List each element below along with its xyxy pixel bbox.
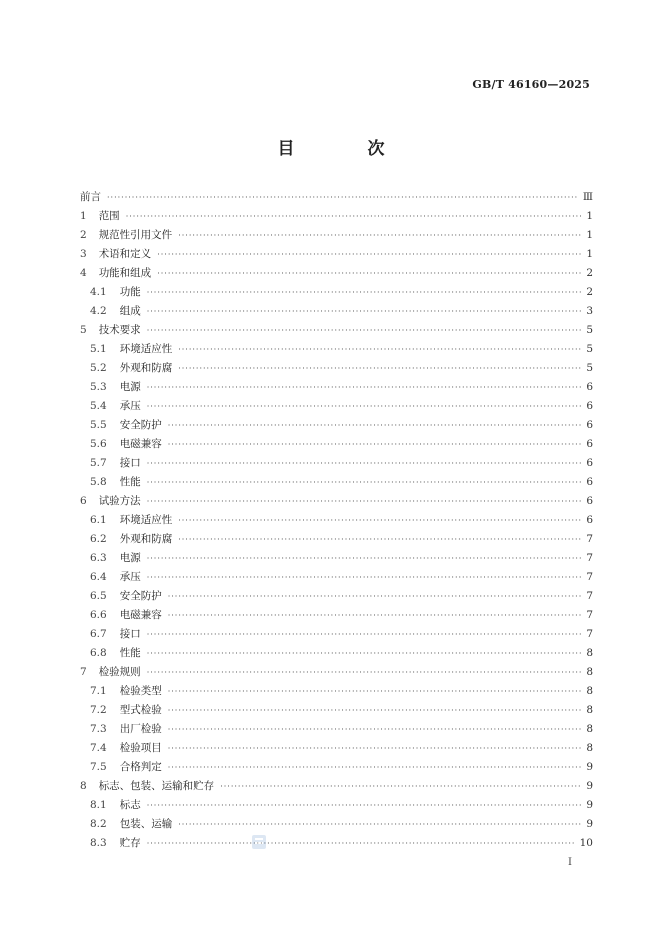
standard-code: GB/T 46160—2025 [472,78,590,91]
toc-entry-page: 7 [586,571,593,583]
toc-dot-leader [147,573,581,582]
toc-entry[interactable] [80,360,593,379]
toc-entry-title: 规范性引用文件 [98,229,173,241]
toc-entry-number: 2 [80,229,87,241]
toc-entry-number: 6.4 [90,571,107,583]
toc-dot-leader [147,326,581,335]
toc-dot-leader [147,668,581,677]
toc-entry[interactable] [80,588,593,607]
toc-dot-leader [157,250,581,259]
toc-entry-number: 5 [80,324,87,336]
toc-entry-title: 组成 [119,305,141,317]
toc-entry[interactable] [80,341,593,360]
toc-entry-title: 承压 [119,571,141,583]
toc-entry-number: 6.2 [90,533,107,545]
toc-entry[interactable] [80,246,593,265]
toc-dot-leader [157,269,581,278]
table-of-contents [80,189,593,854]
toc-entry[interactable] [80,436,593,455]
toc-entry-page: 5 [586,324,593,336]
toc-entry-page: 6 [586,457,593,469]
toc-entry-title: 贮存 [119,837,141,849]
toc-dot-leader [147,307,581,316]
toc-entry[interactable] [80,322,593,341]
toc-entry-title: 电源 [119,381,141,393]
toc-entry-title: 检验类型 [119,685,162,697]
toc-dot-leader [147,459,581,468]
toc-entry[interactable] [80,550,593,569]
toc-entry[interactable] [80,398,593,417]
toc-entry[interactable] [80,303,593,322]
toc-dot-leader [147,554,581,563]
toc-entry-page: 8 [586,704,593,716]
toc-entry-title: 性能 [119,647,141,659]
toc-entry-page: 8 [586,647,593,659]
toc-entry-title: 功能和组成 [98,267,152,279]
toc-entry[interactable] [80,778,593,797]
toc-entry-title: 检验规则 [98,666,141,678]
toc-dot-leader [178,345,581,354]
toc-entry-number: 7.3 [90,723,107,735]
toc-entry-page: 8 [586,723,593,735]
toc-entry-title: 范围 [98,210,120,222]
toc-entry-page: 6 [586,381,593,393]
toc-entry-title: 标志 [119,799,141,811]
toc-entry[interactable] [80,626,593,645]
toc-entry-page: 2 [586,286,593,298]
toc-dot-leader [220,782,581,791]
toc-entry-number: 4.2 [90,305,107,317]
toc-dot-leader [107,193,579,202]
toc-entry-number: 6.3 [90,552,107,564]
toc-entry-number: 5.4 [90,400,107,412]
toc-entry[interactable] [80,607,593,626]
toc-entry-title: 合格判定 [119,761,162,773]
toc-dot-leader [147,288,581,297]
toc-entry-number: 5.3 [90,381,107,393]
toc-dot-leader [168,744,581,753]
toc-entry-title: 前言 [80,191,101,203]
toc-dot-leader [147,383,581,392]
toc-dot-leader [178,516,581,525]
toc-dot-leader [126,212,581,221]
toc-entry[interactable] [80,227,593,246]
toc-entry-number: 5.8 [90,476,107,488]
toc-dot-leader [147,497,581,506]
toc-entry-title: 性能 [119,476,141,488]
toc-entry-title: 技术要求 [98,324,141,336]
toc-dot-leader [168,763,581,772]
toc-entry-number: 7.5 [90,761,107,773]
page-number: I [568,857,572,868]
toc-entry[interactable] [80,265,593,284]
toc-entry-page: 7 [586,552,593,564]
toc-entry-page: 6 [586,476,593,488]
toc-entry[interactable] [80,816,593,835]
toc-entry-title: 标志、包装、运输和贮存 [98,780,215,792]
toc-entry-page: 10 [579,837,593,849]
toc-entry-title: 承压 [119,400,141,412]
toc-entry-title: 型式检验 [119,704,162,716]
toc-entry[interactable] [80,512,593,531]
toc-entry[interactable] [80,664,593,683]
toc-entry-page: 6 [586,419,593,431]
toc-entry-page: Ⅲ [582,191,593,203]
toc-dot-leader [147,402,581,411]
toc-entry-page: 7 [586,609,593,621]
toc-entry-number: 6 [80,495,87,507]
toc-entry-number: 7.4 [90,742,107,754]
toc-entry[interactable] [80,417,593,436]
toc-entry[interactable] [80,379,593,398]
toc-entry-page: 8 [586,666,593,678]
toc-entry-page: 3 [586,305,593,317]
toc-entry-page: 6 [586,438,593,450]
toc-entry-number: 5.1 [90,343,107,355]
toc-entry-number: 4.1 [90,286,107,298]
toc-entry-page: 8 [586,742,593,754]
toc-entry-page: 8 [586,685,593,697]
toc-entry-title: 安全防护 [119,590,162,602]
toc-entry-title: 接口 [119,457,141,469]
toc-dot-leader [168,706,581,715]
toc-entry-number: 6.7 [90,628,107,640]
toc-dot-leader [147,649,581,658]
toc-entry[interactable] [80,569,593,588]
toc-entry-title: 电磁兼容 [119,609,162,621]
toc-entry[interactable] [80,740,593,759]
toc-entry-page: 6 [586,400,593,412]
toc-entry-page: 9 [586,818,593,830]
toc-entry-page: 1 [586,229,593,241]
toc-heading: 目 次 [277,139,413,159]
toc-entry[interactable] [80,531,593,550]
toc-entry[interactable] [80,683,593,702]
toc-entry[interactable] [80,474,593,493]
toc-entry-page: 9 [586,799,593,811]
toc-entry-title: 试验方法 [98,495,141,507]
toc-entry-page: 1 [586,248,593,260]
toc-entry-title: 安全防护 [119,419,162,431]
toc-dot-leader [178,231,581,240]
toc-entry-title: 术语和定义 [98,248,152,260]
toc-dot-leader [178,535,581,544]
toc-entry-number: 6.6 [90,609,107,621]
toc-entry[interactable] [80,702,593,721]
toc-entry-number: 8.1 [90,799,107,811]
toc-dot-leader [168,440,581,449]
toc-entry[interactable] [80,645,593,664]
toc-dot-leader [168,592,581,601]
toc-dot-leader [147,839,576,848]
toc-entry-title: 环境适应性 [119,514,173,526]
toc-entry-title: 环境适应性 [119,343,173,355]
toc-entry-number: 1 [80,210,87,222]
toc-dot-leader [168,725,581,734]
toc-entry-number: 8.3 [90,837,107,849]
toc-entry-number: 7.2 [90,704,107,716]
toc-entry[interactable] [80,284,593,303]
toc-entry-title: 检验项目 [119,742,162,754]
toc-entry[interactable] [80,493,593,512]
toc-dot-leader [147,630,581,639]
toc-entry-number: 5.2 [90,362,107,374]
toc-entry-number: 5.7 [90,457,107,469]
toc-entry-title: 外观和防腐 [119,533,173,545]
toc-entry-number: 3 [80,248,87,260]
toc-entry-page: 5 [586,343,593,355]
toc-entry-number: 6.1 [90,514,107,526]
toc-entry-page: 6 [586,495,593,507]
toc-entry-page: 9 [586,780,593,792]
toc-dot-leader [178,364,581,373]
toc-entry[interactable] [80,835,593,854]
toc-entry[interactable] [80,797,593,816]
toc-entry-title: 包装、运输 [119,818,173,830]
toc-dot-leader [168,687,581,696]
toc-entry[interactable] [80,759,593,778]
toc-entry-title: 接口 [119,628,141,640]
toc-entry-page: 1 [586,210,593,222]
toc-entry[interactable] [80,208,593,227]
toc-dot-leader [168,421,581,430]
toc-entry-title: 出厂检验 [119,723,162,735]
toc-entry-number: 8 [80,780,87,792]
toc-entry[interactable] [80,721,593,740]
toc-entry[interactable] [80,189,593,208]
toc-entry-title: 电源 [119,552,141,564]
toc-entry-number: 5.6 [90,438,107,450]
watermark-icon [251,834,267,850]
toc-entry-number: 7 [80,666,87,678]
toc-dot-leader [178,820,581,829]
toc-entry-number: 6.8 [90,647,107,659]
toc-entry-title: 功能 [119,286,141,298]
toc-entry-number: 4 [80,267,87,279]
toc-entry-page: 7 [586,628,593,640]
toc-dot-leader [147,478,581,487]
toc-entry-page: 7 [586,533,593,545]
toc-entry-number: 7.1 [90,685,107,697]
toc-dot-leader [168,611,581,620]
toc-entry-number: 6.5 [90,590,107,602]
toc-entry-number: 5.5 [90,419,107,431]
toc-entry-page: 5 [586,362,593,374]
toc-entry-page: 9 [586,761,593,773]
toc-entry-number: 8.2 [90,818,107,830]
toc-entry-title: 外观和防腐 [119,362,173,374]
toc-entry[interactable] [80,455,593,474]
toc-entry-title: 电磁兼容 [119,438,162,450]
toc-entry-page: 7 [586,590,593,602]
toc-entry-page: 6 [586,514,593,526]
toc-entry-page: 2 [586,267,593,279]
toc-dot-leader [147,801,581,810]
